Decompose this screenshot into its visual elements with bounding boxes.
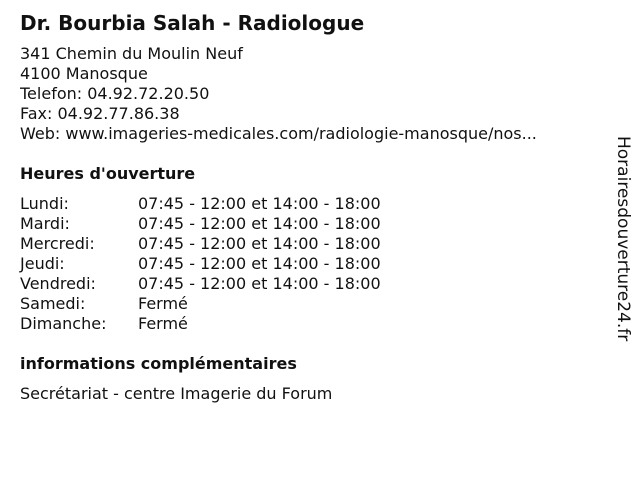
additional-info-text: Secrétariat - centre Imagerie du Forum [20,384,333,403]
hours-row-monday [20,194,605,214]
street-address: 341 Chemin du Moulin Neuf [20,44,243,63]
hours-row-tuesday [20,214,605,234]
opening-hours-table [20,194,605,334]
web-line: Web: www.imageries-medicales.com/radiologie-manosque/nos... [20,124,537,143]
day-hours: 07:45 - 12:00 et 14:00 - 18:00 [138,254,381,273]
phone-line: Telefon: 04.92.72.20.50 [20,84,210,103]
day-label: Jeudi: [20,254,65,273]
hours-row-sunday [20,314,605,334]
day-hours: 07:45 - 12:00 et 14:00 - 18:00 [138,274,381,293]
site-watermark [612,136,634,376]
day-hours: 07:45 - 12:00 et 14:00 - 18:00 [138,214,381,233]
day-label: Mercredi: [20,234,95,253]
additional-info-heading: informations complémentaires [20,354,297,373]
page-title: Dr. Bourbia Salah - Radiologue [20,11,365,35]
day-hours: 07:45 - 12:00 et 14:00 - 18:00 [138,234,381,253]
address-block [20,44,605,144]
day-label: Lundi: [20,194,69,213]
day-label: Samedi: [20,294,86,313]
fax-line: Fax: 04.92.77.86.38 [20,104,180,123]
hours-row-thursday [20,254,605,274]
business-card [20,10,605,404]
day-label: Mardi: [20,214,70,233]
hours-row-wednesday [20,234,605,254]
day-hours: Fermé [138,294,188,313]
hours-row-friday [20,274,605,294]
day-hours: 07:45 - 12:00 et 14:00 - 18:00 [138,194,381,213]
city-line: 4100 Manosque [20,64,148,83]
hours-row-saturday [20,294,605,314]
day-label: Vendredi: [20,274,96,293]
day-label: Dimanche: [20,314,107,333]
watermark-text: Horairesdouverture24.fr [613,136,633,342]
opening-hours-heading: Heures d'ouverture [20,164,196,183]
day-hours: Fermé [138,314,188,333]
